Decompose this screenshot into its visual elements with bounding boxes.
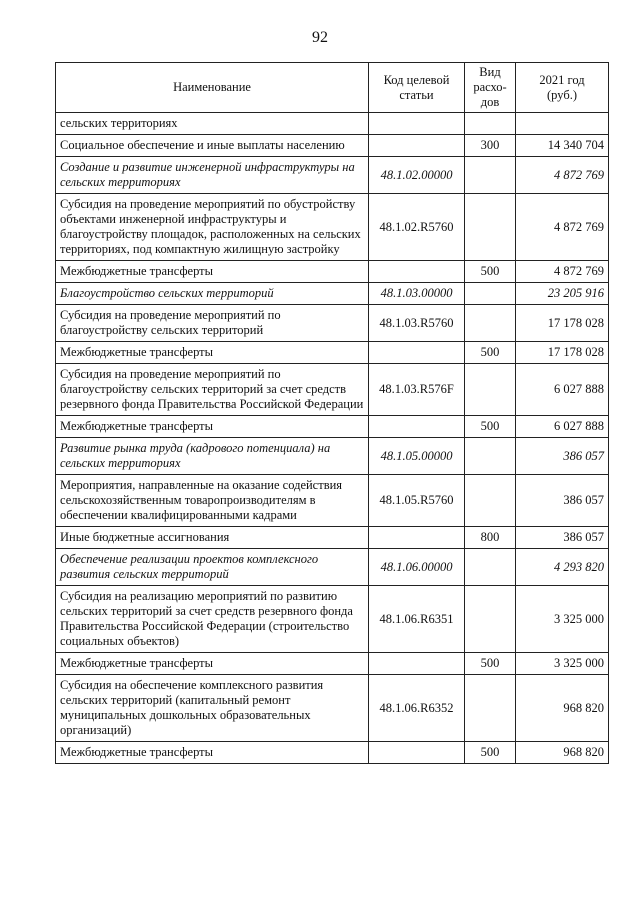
row-code: 48.1.03.R576F: [369, 364, 465, 416]
row-sum: 3 325 000: [516, 653, 609, 675]
row-sum: 6 027 888: [516, 364, 609, 416]
row-name: Субсидия на реализацию мероприятий по развитию сельских территорий за счет средств резервного фонда Правительства Российской Федерации (строительство социальных объектов): [56, 586, 369, 653]
row-type: [465, 157, 516, 194]
table-row: [56, 194, 609, 261]
row-code: [369, 742, 465, 764]
row-type: [465, 549, 516, 586]
row-sum: 968 820: [516, 675, 609, 742]
row-code: [369, 527, 465, 549]
row-sum: 968 820: [516, 742, 609, 764]
row-type: 800: [465, 527, 516, 549]
row-sum: 386 057: [516, 527, 609, 549]
row-name: Межбюджетные трансферты: [56, 342, 369, 364]
table-row: [56, 157, 609, 194]
budget-table: [55, 62, 609, 764]
column-header-code-line1: Код целевой: [383, 72, 450, 87]
row-sum: 3 325 000: [516, 586, 609, 653]
row-code: [369, 135, 465, 157]
row-name: Субсидия на обеспечение комплексного развития сельских территорий (капитальный ремонт муниципальных дошкольных образовательных организаций): [56, 675, 369, 742]
row-type: [465, 194, 516, 261]
row-sum: 386 057: [516, 475, 609, 527]
row-code: 48.1.06.00000: [369, 549, 465, 586]
table-row: [56, 675, 609, 742]
row-type: [465, 586, 516, 653]
row-code: [369, 653, 465, 675]
row-sum: 17 178 028: [516, 305, 609, 342]
row-type: 500: [465, 653, 516, 675]
page-number: 92: [312, 29, 328, 46]
row-name: Межбюджетные трансферты: [56, 261, 369, 283]
row-code: 48.1.06.R6351: [369, 586, 465, 653]
table-row: [56, 135, 609, 157]
row-name: Развитие рынка труда (кадрового потенциала) на сельских территориях: [56, 438, 369, 475]
row-code: [369, 342, 465, 364]
row-name: Создание и развитие инженерной инфраструктуры на сельских территориях: [56, 157, 369, 194]
table-row: [56, 438, 609, 475]
row-sum: 4 293 820: [516, 549, 609, 586]
table-row: [56, 305, 609, 342]
column-header-type: [465, 63, 516, 113]
row-sum: 4 872 769: [516, 194, 609, 261]
row-name: Обеспечение реализации проектов комплексного развития сельских территорий: [56, 549, 369, 586]
row-sum: 4 872 769: [516, 261, 609, 283]
row-code: [369, 416, 465, 438]
row-code: 48.1.02.00000: [369, 157, 465, 194]
table-row: [56, 113, 609, 135]
column-header-sum-line2: (руб.): [547, 87, 577, 102]
row-code: 48.1.03.R5760: [369, 305, 465, 342]
row-name: Субсидия на проведение мероприятий по благоустройству сельских территорий: [56, 305, 369, 342]
row-name: Межбюджетные трансферты: [56, 416, 369, 438]
row-type: [465, 283, 516, 305]
row-sum: [516, 113, 609, 135]
row-name: Благоустройство сельских территорий: [56, 283, 369, 305]
row-name: Социальное обеспечение и иные выплаты населению: [56, 135, 369, 157]
row-code: 48.1.02.R5760: [369, 194, 465, 261]
row-sum: 23 205 916: [516, 283, 609, 305]
table-row: [56, 283, 609, 305]
table-body: [56, 113, 609, 764]
row-type: [465, 113, 516, 135]
row-type: [465, 305, 516, 342]
row-code: [369, 113, 465, 135]
table-row: [56, 742, 609, 764]
column-header-code-line2: статьи: [399, 87, 434, 102]
table-row: [56, 549, 609, 586]
row-type: 500: [465, 742, 516, 764]
row-sum: 17 178 028: [516, 342, 609, 364]
table-row: [56, 527, 609, 549]
row-name: Мероприятия, направленные на оказание содействия сельскохозяйственным товаропроизводителям в обеспечении квалифицированными кадрами: [56, 475, 369, 527]
column-header-sum-line1: 2021 год: [539, 72, 585, 87]
row-name: Межбюджетные трансферты: [56, 742, 369, 764]
table-row: [56, 475, 609, 527]
table-row: [56, 586, 609, 653]
row-sum: 14 340 704: [516, 135, 609, 157]
row-code: 48.1.05.00000: [369, 438, 465, 475]
column-header-name: [56, 63, 369, 113]
column-header-type-line2: расхо-: [473, 80, 507, 94]
row-sum: 6 027 888: [516, 416, 609, 438]
row-code: 48.1.05.R5760: [369, 475, 465, 527]
row-type: 300: [465, 135, 516, 157]
table-row: [56, 416, 609, 438]
table-row: [56, 653, 609, 675]
row-name: Субсидия на проведение мероприятий по благоустройству сельских территорий за счет средств резервного фонда Правительства Российской Федерации: [56, 364, 369, 416]
row-name: Субсидия на проведение мероприятий по обустройству объектами инженерной инфраструктуры и благоустройству площадок, расположенных на сельских территориях, под компактную жилищную застройку: [56, 194, 369, 261]
row-code: [369, 261, 465, 283]
table-header-row: [56, 63, 609, 113]
row-name: Иные бюджетные ассигнования: [56, 527, 369, 549]
column-header-name-label: Наименование: [173, 80, 251, 94]
row-type: [465, 364, 516, 416]
row-sum: 386 057: [516, 438, 609, 475]
row-type: [465, 475, 516, 527]
table-row: [56, 342, 609, 364]
row-name: сельских территориях: [56, 113, 369, 135]
row-type: 500: [465, 416, 516, 438]
row-code: 48.1.06.R6352: [369, 675, 465, 742]
row-name: Межбюджетные трансферты: [56, 653, 369, 675]
column-header-type-line3: дов: [480, 95, 500, 109]
row-type: [465, 675, 516, 742]
table-row: [56, 261, 609, 283]
column-header-sum: [516, 63, 609, 113]
column-header-code: [369, 63, 465, 113]
row-code: 48.1.03.00000: [369, 283, 465, 305]
table-row: [56, 364, 609, 416]
row-sum: 4 872 769: [516, 157, 609, 194]
row-type: 500: [465, 261, 516, 283]
row-type: 500: [465, 342, 516, 364]
row-type: [465, 438, 516, 475]
column-header-type-line1: Вид: [479, 65, 501, 79]
